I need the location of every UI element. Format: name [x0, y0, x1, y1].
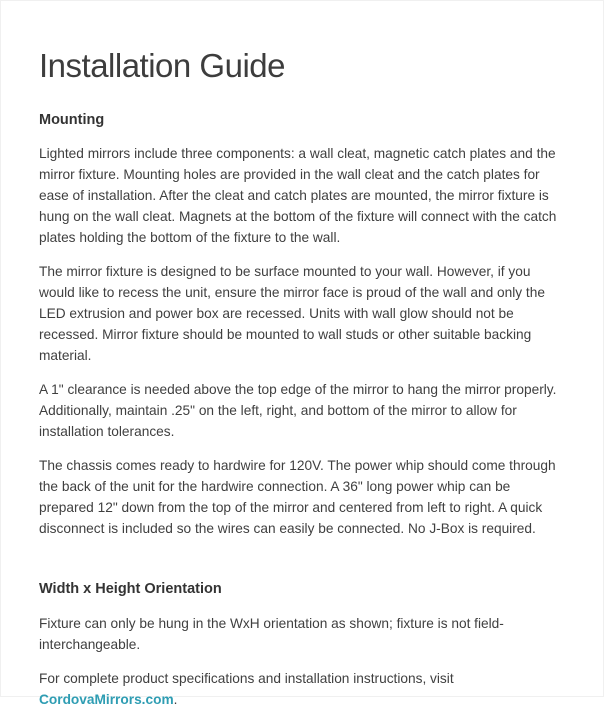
section-width-height-orientation [39, 581, 565, 709]
paragraph-orientation: Fixture can only be hung in the WxH orientation as shown; fixture is not field-interchangeable. [39, 615, 504, 652]
paragraph-hardwire: The chassis comes ready to hardwire for 120V. The power whip should come through the back of the unit for the hardwire connection. A 36" long power whip can be prepared 12" down from the top of the mirror and centered from left to right. A quick disconnect is included so the wires can easily be connected. No J-Box is required. [39, 458, 556, 537]
section-heading-mounting: Mounting [39, 111, 105, 128]
cordovamirrors-link[interactable]: CordovaMirrors.com [39, 691, 174, 707]
link-suffix-text: . [173, 691, 178, 707]
paragraph-with-link [39, 668, 565, 710]
page-title: Installation Guide [39, 47, 285, 84]
paragraph-components: Lighted mirrors include three components: a wall cleat, magnetic catch plates and the mirror fixture. Mounting holes are provided in the wall cleat and the catch plates for ease of installation. After the cleat and catch plates are mounted, the mirror fixture is hung on the wall cleat. Magnets at the bottom of the fixture will connect with the catch plates holding the bottom of the fixture to the wall. [39, 146, 557, 246]
paragraph-surface-mount: The mirror fixture is designed to be surface mounted to your wall. However, if you would like to recess the unit, ensure the mirror face is proud of the wall and only the LED extrusion and power box are recessed. Units with wall glow should not be recessed. Mirror fixture should be mounted to wall studs or other suitable backing material. [39, 264, 545, 364]
paragraph-clearance: A 1" clearance is needed above the top edge of the mirror to hang the mirror properly. Additionally, maintain .25" on the left, right, and bottom of the mirror to allow for installation tolerances. [39, 382, 557, 440]
link-prefix-text: For complete product specifications and installation instructions, visit [39, 670, 454, 686]
installation-guide-page [1, 1, 603, 710]
section-heading-orientation: Width x Height Orientation [39, 581, 222, 598]
section-mounting [39, 112, 565, 539]
